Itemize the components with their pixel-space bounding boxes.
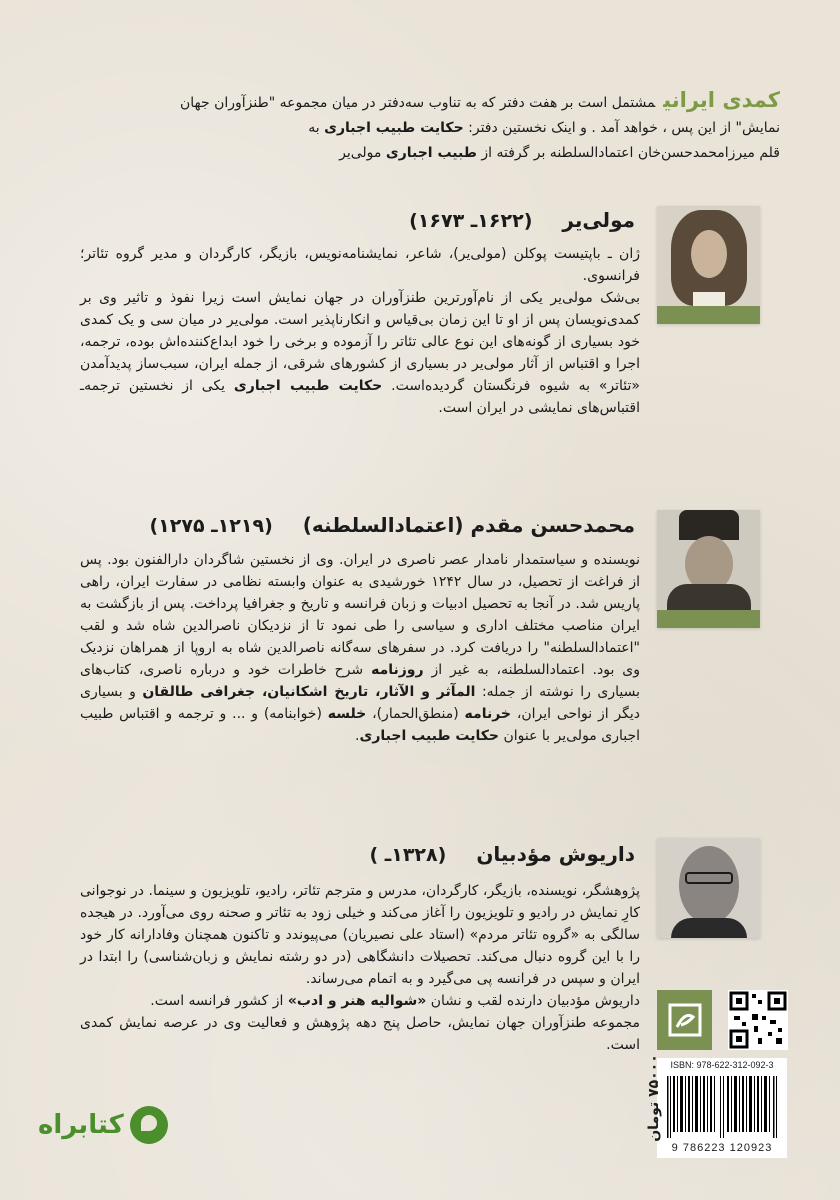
barcode-icon: [665, 1076, 779, 1138]
qr-code[interactable]: [728, 990, 788, 1050]
ketabrah-logo[interactable]: [38, 1106, 168, 1144]
moliere-name: مولی‌یر: [562, 208, 635, 232]
portrait-etemad: [657, 510, 760, 628]
moliere-years: (۱۶۲۲ـ ۱۶۷۳): [409, 210, 533, 232]
publisher-logo: [657, 990, 712, 1050]
etemad-name: محمدحسن مقدم (اعتمادالسلطنه): [302, 513, 635, 537]
heading-etemad: [149, 513, 635, 537]
bio-etemad: نویسنده و سیاستمدار نامدار عصر ناصری در ایران. وی از نخستین شاگردان دارالفنون بود. پس از فراغت از تحصیل، در سال ۱۲۴۲ خورشیدی به عنوان وابسته نظامی در سفارت ایران، راهی پاریس شد. در آنجا به تحصیل ادبیات و زبان فرانسه و تاریخ و جغرافیا پرداخت. پس از بازگشت به ایران مناصب مختلف اداری و سیاسی را طی نمود تا از نزدیکان ناصرالدین شاه شد و لقب "اعتمادالسلطنه" را دریافت کرد. در سفرهای سه‌گانه ناصرالدین شاه به اروپا از همراهان نزدیک وی بود. اعتمادالسلطنه، به غیر از روزنامه شرح خاطرات خود و درباره ناصری، کتاب‌های بسیاری را نوشته از جمله: المآثر و الآثار، تاریخ اشکانیان، جغرافی طالقان و بسیاری دیگر از نواحی ایران، خرنامه (منطق‌الحمار)، خلسه (خوابنامه) و ... و ترجمه و اقتباس طبیب اجباری مولی‌یر با عنوان حکایت طبیب اجباری.: [80, 552, 640, 744]
bio-moaddabian: پژوهشگر، نویسنده، بازیگر، کارگردان، مدرس و مترجم تئاتر، رادیو، تلویزیون و سینما. در نوجوانی کارِ نمایش در رادیو و تلویزیون را آغاز می‌کند و خیلی زود به تئاتر و صحنه روی می‌آورد. در هیجده سالگی به «گروه تئاتر مردم» (استاد علی نصیریان) می‌پیوندد و تاکنون همچنان وفادارانه کار خود را با این گروه دنبال می‌کند. تحصیلات دانشگاهی (در دو رشته نمایش و زبان‌شناسی) را ابتدا در ایران و سپس در فرانسه پی می‌گیرد و به اتمام می‌رساند. داریوش مؤدبیان دارنده لقب و نشان «شوالیه هنر و ادب» از کشور فرانسه است. مجموعه طنزآوران جهان نمایش، حاصل پنج دهه پژوهش و فعالیت وی در عرصه نمایش کمدی است.: [80, 883, 640, 1053]
etemad-years: (۱۲۱۹ـ ۱۲۷۵): [149, 515, 273, 537]
heading-moliere: [409, 208, 635, 232]
moaddabian-name: داریوش مؤدبیان: [476, 842, 635, 866]
ketabrah-leaf-icon: [130, 1106, 168, 1144]
qr-code-icon: [728, 990, 788, 1050]
barcode-number: 9 786223 120923: [671, 1142, 773, 1154]
moaddabian-years: (۱۳۲۸ـ ): [369, 844, 447, 866]
portrait-moaddabian: [657, 838, 760, 938]
bio-moliere: ژان ـ باپتیست پوکلن (مولی‌یر)، شاعر، نمایشنامه‌نویس، بازیگر، کارگردان و مدیر گروه تئاتر؛ فرانسوی. بی‌شک مولی‌یر یکی از نام‌آورترین طنزآوران در جهان نمایش است زیرا نفوذ و تاثیر وی بر کمدی‌نویسان پس از او تا این زمان بی‌قیاس و انکارناپذیر است. مولی‌یر در میان سی و یک کمدی خود بسیاری از گونه‌های این نوع عالی تئاتر را آزموده و برخی را خود ابداع‌کننده‌اش بوده، ترجمه، اجرا و اقتباس از آثار مولی‌یر در بسیاری از کشورهای شرقی، از جمله ایران، سبب‌ساز پدیدآمدن «تئاتر» به شیوه فرنگستان گردیده‌است. حکایت طبیب اجباری یکی از نخستین ترجمه‌ـ اقتباس‌های نمایشی در ایران است.: [80, 246, 640, 416]
isbn-barcode: [657, 1058, 787, 1158]
publisher-logo-icon: [668, 1003, 702, 1037]
price-label: ۷۵۰۰۰ تومان: [645, 1054, 662, 1142]
intro-paragraph: کمدی ایرانیمشتمل است بر هفت دفتر که به تناوب سه‌دفتر در میان مجموعه "طنزآوران جهان نمایش" از این پس ، خواهد آمد . و اینک نخستین دفتر: حکایت طبیب اجباری به قلم میرزامحمدحسن‌خان اعتمادالسلطنه بر گرفته از طبیب اجباری مولی‌یر: [180, 88, 780, 161]
portrait-moliere: [657, 206, 760, 324]
heading-moaddabian: [369, 842, 635, 866]
isbn: ISBN: 978-622-312-092-3: [670, 1060, 774, 1070]
series-title: کمدی ایرانی: [663, 88, 780, 112]
ketabrah-wordmark: کتابراه: [38, 1110, 124, 1140]
